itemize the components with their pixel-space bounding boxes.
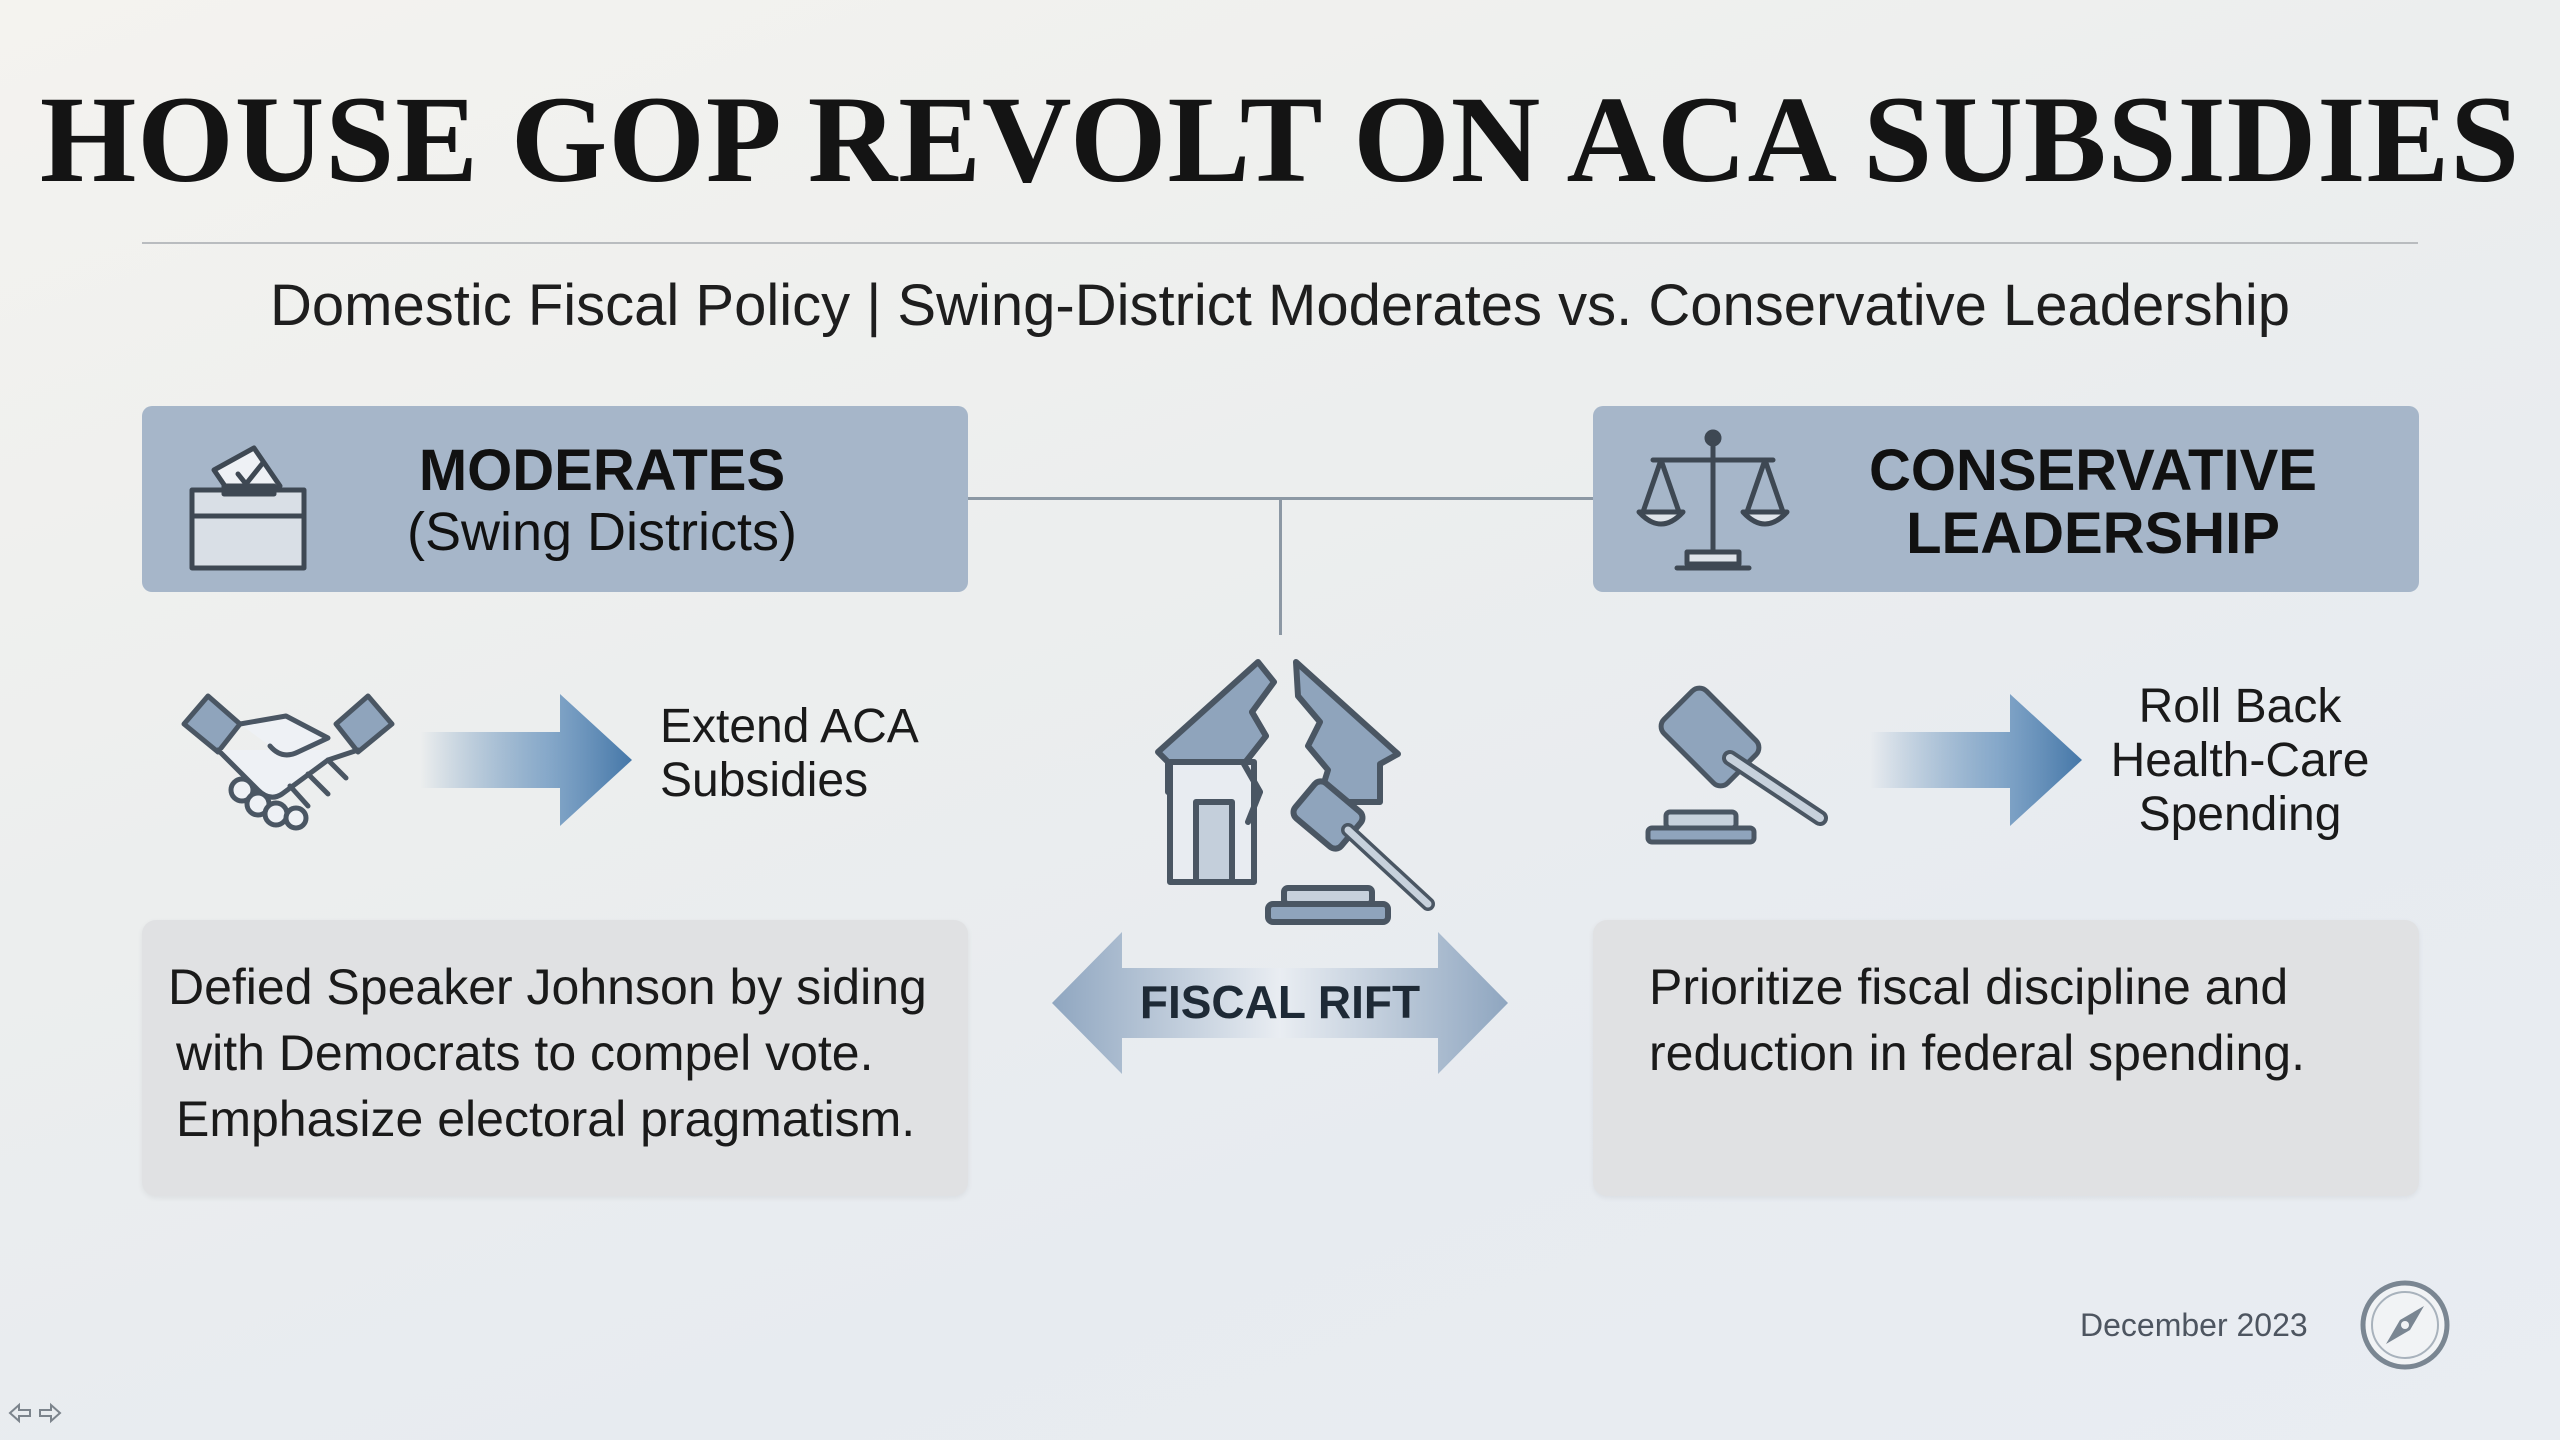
- moderates-action-arrow: [420, 690, 640, 830]
- ballot-box-icon: [180, 426, 320, 576]
- moderates-action-line2: Subsidies: [660, 754, 869, 807]
- scales-of-justice-icon: [1633, 426, 1793, 576]
- moderates-header: [142, 406, 968, 592]
- conservative-action-line3: Spending: [2138, 788, 2342, 841]
- broken-house-gavel-icon: [1148, 652, 1448, 932]
- moderates-description-line3: Emphasize electoral pragmatism.: [176, 1091, 916, 1147]
- connector-vertical: [1279, 497, 1282, 635]
- conservative-header: [1593, 406, 2419, 592]
- moderates-action-line1: Extend ACA: [660, 700, 919, 753]
- conservative-heading-line1: CONSERVATIVE: [1869, 438, 2317, 503]
- next-slide-icon[interactable]: [38, 1402, 62, 1424]
- conservative-heading-line2: LEADERSHIP: [1906, 500, 2280, 566]
- previous-slide-icon[interactable]: [8, 1402, 32, 1424]
- compass-icon: [2358, 1278, 2452, 1372]
- title-divider: [142, 242, 2418, 244]
- gavel-icon: [1640, 672, 1860, 852]
- handshake-icon: [178, 690, 398, 840]
- conservative-description-line1: Prioritize fiscal discipline and: [1649, 959, 2289, 1015]
- moderates-description-line1: Defied Speaker Johnson by siding: [168, 959, 927, 1015]
- conservative-description-line2: reduction in federal spending.: [1649, 1025, 2306, 1081]
- moderates-description-box: [142, 920, 968, 1196]
- page-subtitle: Domestic Fiscal Policy | Swing-District Moderates vs. Conservative Leadership: [270, 273, 2290, 338]
- page-title: HOUSE GOP REVOLT ON ACA SUBSIDIES: [39, 71, 2521, 208]
- conservative-description-box: [1593, 920, 2419, 1196]
- conservative-action-line1: Roll Back: [2138, 680, 2342, 733]
- footer-date: December 2023: [2080, 1307, 2308, 1343]
- conservative-action-line2: Health-Care: [2110, 734, 2370, 787]
- moderates-heading: MODERATES: [418, 438, 786, 503]
- moderates-description-line2: with Democrats to compel vote.: [176, 1025, 874, 1081]
- fiscal-rift-label: FISCAL RIFT: [1139, 976, 1421, 1028]
- moderates-subheading: (Swing Districts): [406, 501, 798, 562]
- conservative-action-arrow: [1870, 690, 2090, 830]
